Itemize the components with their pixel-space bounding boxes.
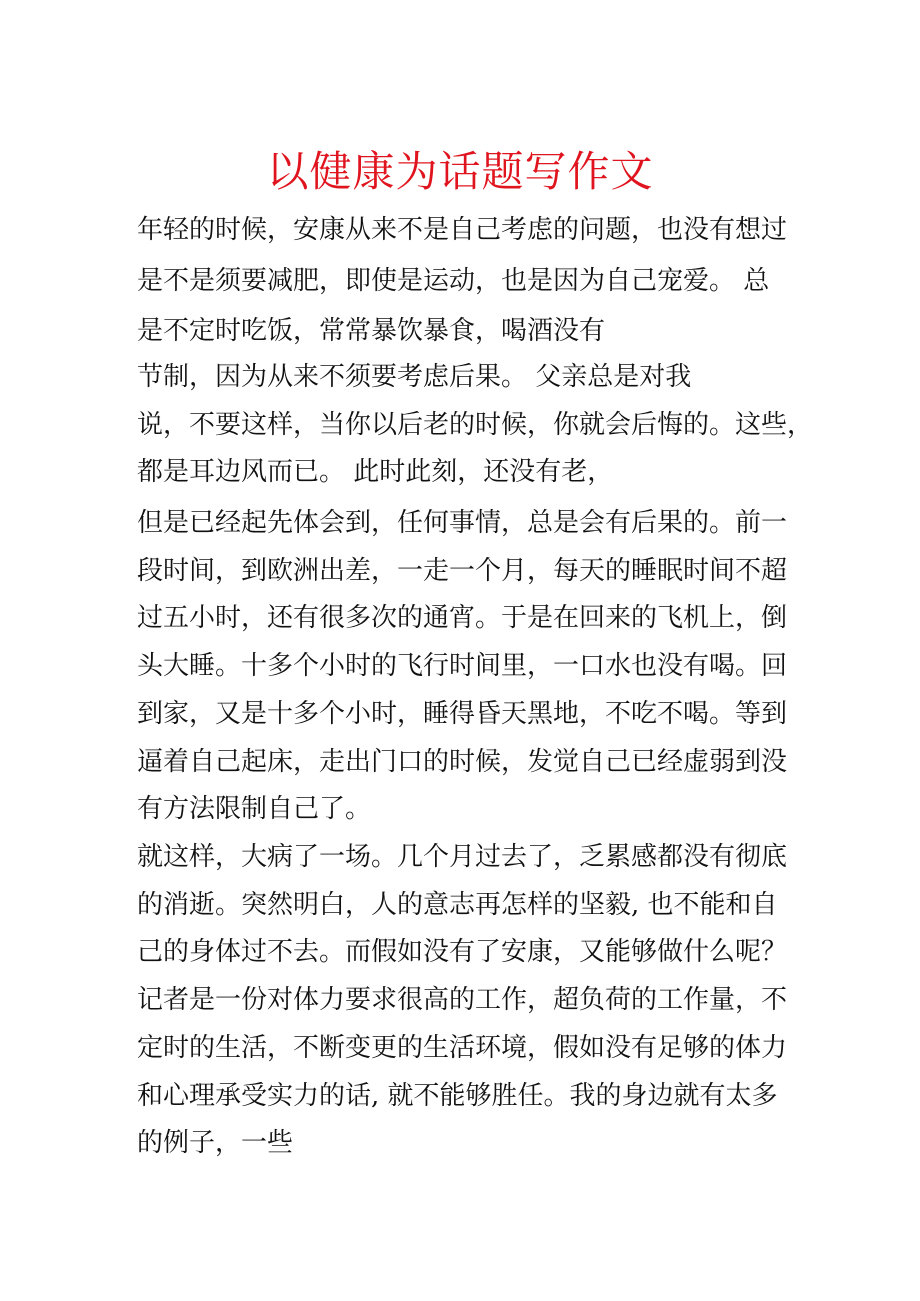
paragraph-line: 是不是须要减肥，即使是运动，也是因为自己宠爱。 总	[137, 266, 770, 296]
paragraph-line: 的例子，一些	[137, 1128, 294, 1158]
paragraph-line: 过五小时，还有很多次的通宵。于是在回来的飞机上，倒	[137, 603, 788, 633]
paragraph-line: 就这样，大病了一场。几个月过去了，乏累感都没有彻底	[137, 842, 788, 872]
paragraph-line: 记者是一份对体力要求很高的工作，超负荷的工作量，不	[137, 985, 788, 1015]
paragraph-line: 段时间，到欧洲出差，一走一个月，每天的睡眠时间不超	[137, 556, 788, 586]
paragraph-line: 头大睡。十多个小时的飞行时间里，一口水也没有喝。回	[137, 651, 788, 681]
paragraph-line: 年轻的时候，安康从来不是自己考虑的问题，也没有想过	[137, 215, 788, 245]
document-title: 以健康为话题写作文	[266, 147, 654, 196]
paragraph-line: 但是已经起先体会到，任何事情，总是会有后果的。前一	[137, 508, 788, 538]
paragraph-line: 和心理承受实力的话, 就不能够胜任。我的身边就有太多	[137, 1081, 778, 1111]
paragraph-line: 己的身体过不去。而假如没有了安康，又能够做什么呢？	[137, 937, 788, 967]
paragraph-line: 有方法限制自己了。	[137, 794, 372, 824]
paragraph-line: 的消逝。突然明白，人的意志再怎样的坚毅, 也不能和自	[137, 890, 778, 920]
paragraph-line: 都是耳边风而已。 此时此刻，还没有老，	[137, 457, 614, 487]
paragraph-line: 逼着自己起床，走出门口的时候，发觉自己已经虚弱到没	[137, 747, 788, 777]
paragraph-line: 节制，因为从来不须要考虑后果。 父亲总是对我	[137, 362, 692, 392]
paragraph-line: 是不定时吃饭，常常暴饮暴食，喝酒没有	[137, 316, 606, 346]
paragraph-line: 定时的生活，不断变更的生活环境，假如没有足够的体力	[137, 1033, 788, 1063]
paragraph-line: 到家，又是十多个小时，睡得昏天黑地，不吃不喝。等到	[137, 699, 788, 729]
paragraph-line: 说，不要这样，当你以后老的时候，你就会后悔的。这些，	[137, 410, 814, 440]
